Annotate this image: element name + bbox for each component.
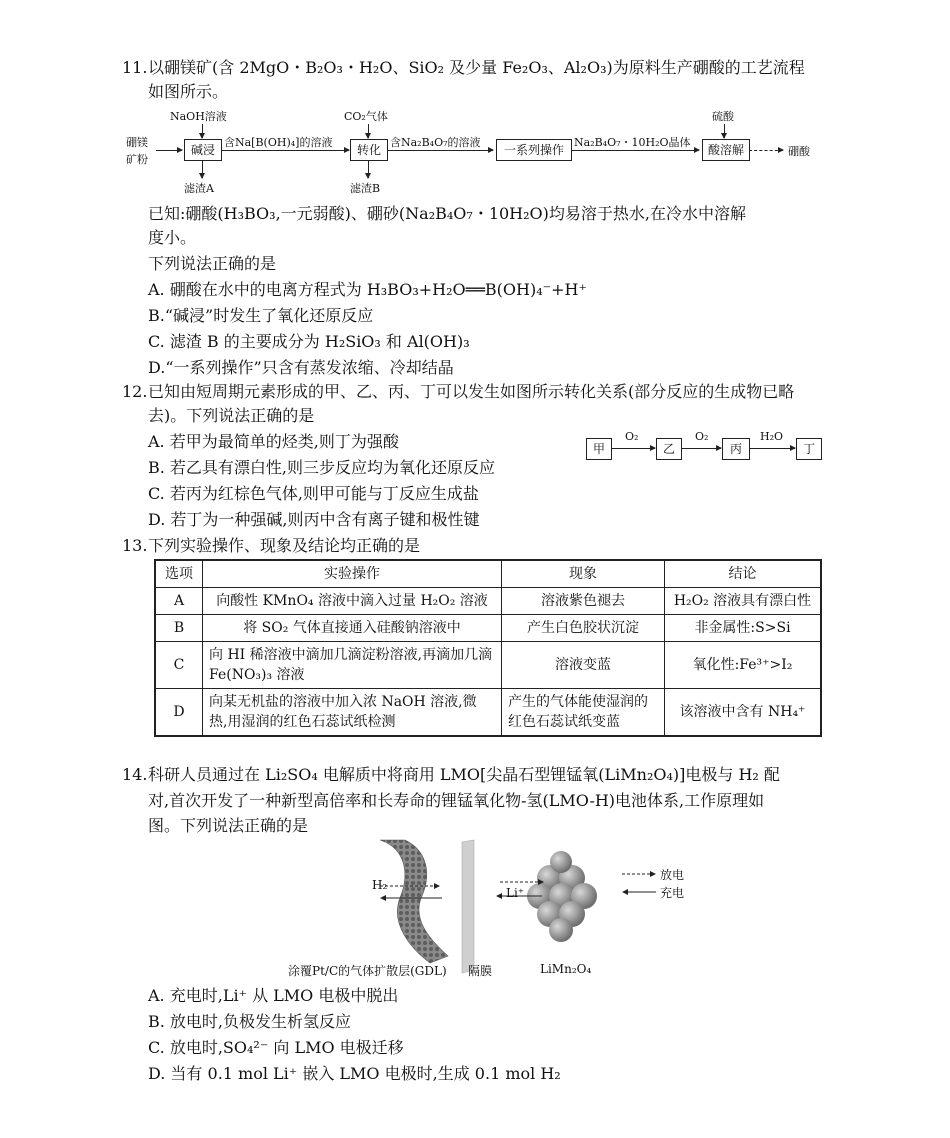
chain-node-b: 乙 <box>656 438 682 460</box>
flow-residue-a: 滤渣A <box>184 182 214 195</box>
header-option: 选项 <box>155 560 203 588</box>
q11-stem-line1: 以硼镁矿(含 2MgO・B₂O₃・H₂O、SiO₂ 及少量 Fe₂O₃、Al₂O₃)为原料生产硼酸的工艺流程 <box>148 58 805 77</box>
table-row <box>155 588 821 615</box>
cell-option: D <box>155 689 203 737</box>
q14-option-d: D. 当有 0.1 mol Li⁺ 嵌入 LMO 电极时,生成 0.1 mol H₂ <box>148 1064 561 1083</box>
flow-arrow-2 <box>387 150 493 151</box>
q14-stem-line1: 科研人员通过在 Li₂SO₄ 电解质中将商用 LMO[尖晶石型锂锰氧(LiMn₂O₄)]电极与 H₂ 配 <box>148 765 780 784</box>
flow-residue-b: 滤渣B <box>350 182 381 195</box>
q12-stem-line2: 去)。下列说法正确的是 <box>148 406 315 425</box>
caption-lmo: LiMn₂O₄ <box>540 962 592 976</box>
q11-option-c: C. 滤渣 B 的主要成分为 H₂SiO₃ 和 Al(OH)₃ <box>148 332 470 351</box>
flow-box-series: 一系列操作 <box>496 139 572 161</box>
battery-diagram <box>350 838 680 978</box>
cell-phenomenon: 产生的气体能使湿润的红色石蕊试纸变蓝 <box>502 689 665 737</box>
header-conclusion: 结论 <box>665 560 822 588</box>
flow-arrow-residue-a <box>202 160 203 178</box>
q12-option-a: A. 若甲为最简单的烃类,则丁为强酸 <box>148 432 399 451</box>
flow-arrow-out <box>749 150 783 151</box>
q11-known-line2: 度小。 <box>148 228 197 247</box>
legend-discharge: 放电 <box>660 868 685 882</box>
flow-arrow-naoh <box>202 124 203 138</box>
flow-product: 硼酸 <box>788 145 810 158</box>
table-header-row <box>155 560 821 588</box>
cell-operation: 向酸性 KMnO₄ 溶液中滴入过量 H₂O₂ 溶液 <box>203 588 502 615</box>
legend-arrows <box>620 866 660 898</box>
flow-reagent-naoh: NaOH溶液 <box>170 110 227 123</box>
cell-phenomenon: 溶液紫色褪去 <box>502 588 665 615</box>
flow-reagent-co2: CO₂气体 <box>344 110 388 123</box>
flow-arrow-1 <box>221 150 349 151</box>
table-row <box>155 689 821 737</box>
chain-arrow3-label: H₂O <box>760 430 784 443</box>
caption-gdl: 涂覆Pt/C的气体扩散层(GDL) <box>288 964 447 978</box>
gdl-electrode <box>380 840 448 963</box>
q14-option-c: C. 放电时,SO₄²⁻ 向 LMO 电极迁移 <box>148 1038 404 1057</box>
table-row <box>155 642 821 689</box>
q11-option-a: A. 硼酸在水中的电离方程式为 H₃BO₃+H₂O══B(OH)₄⁻+H⁺ <box>148 280 587 299</box>
fig-li-label: Li⁺ <box>506 886 525 900</box>
legend-charge: 充电 <box>660 886 685 900</box>
q13-stem: 下列实验操作、现象及结论均正确的是 <box>148 536 421 555</box>
fig-h2-label: H₂ <box>372 878 388 892</box>
cell-conclusion: 非金属性:S>Si <box>665 615 822 642</box>
cell-operation: 向 HI 稀溶液中滴加几滴淀粉溶液,再滴加几滴 Fe(NO₃)₃ 溶液 <box>203 642 502 689</box>
q14-option-a: A. 充电时,Li⁺ 从 LMO 电极中脱出 <box>148 986 399 1005</box>
cell-conclusion: 该溶液中含有 NH₄⁺ <box>665 689 822 737</box>
cell-option: B <box>155 615 203 642</box>
q11-option-b: B.“碱浸”时发生了氧化还原反应 <box>148 306 374 325</box>
flow-arrow-3 <box>571 150 699 151</box>
chain-arrow2-label: O₂ <box>695 430 709 443</box>
q14-number: 14. <box>122 765 148 784</box>
chain-node-d: 丁 <box>796 438 822 460</box>
flow-raw-material-1: 硼镁 <box>126 136 148 149</box>
q11-known-line1: 已知:硼酸(H₃BO₃,一元弱酸)、硼砂(Na₂B₄O₇・10H₂O)均易溶于热水,在冷水中溶解 <box>148 204 746 223</box>
header-phenomenon: 现象 <box>502 560 665 588</box>
cell-operation: 向某无机盐的溶液中加入浓 NaOH 溶液,微热,用湿润的红色石蕊试纸检测 <box>203 689 502 737</box>
table-row <box>155 615 821 642</box>
header-operation: 实验操作 <box>203 560 502 588</box>
flow-arrow-residue-b <box>368 160 369 178</box>
q14-stem-line2: 对,首次开发了一种新型高倍率和长寿命的锂锰氧化物-氢(LMO-H)电池体系,工作原理如 <box>148 791 765 810</box>
cell-operation: 将 SO₂ 气体直接通入硅酸钠溶液中 <box>203 615 502 642</box>
q13-table <box>154 559 822 737</box>
chain-arrow1-label: O₂ <box>625 430 639 443</box>
flow-arrow-acid <box>724 124 725 138</box>
flow-box-acid: 酸溶解 <box>702 139 750 161</box>
flow-stream-1: 含Na[B(OH)₄]的溶液 <box>224 136 333 149</box>
chain-node-c: 丙 <box>722 438 750 460</box>
cell-option: C <box>155 642 203 689</box>
chain-arrow2 <box>681 448 721 449</box>
cell-phenomenon: 溶液变蓝 <box>502 642 665 689</box>
chain-arrow1 <box>611 448 655 449</box>
flow-raw-material-2: 矿粉 <box>126 153 148 166</box>
q11-prompt: 下列说法正确的是 <box>148 254 277 273</box>
flow-arrow-co2 <box>368 124 369 138</box>
chain-arrow3 <box>749 448 795 449</box>
q12-number: 12. <box>122 382 148 401</box>
caption-membrane: 隔膜 <box>468 964 493 978</box>
flow-arrow-in <box>156 150 182 151</box>
chain-node-a: 甲 <box>586 438 612 460</box>
q12-stem-line1: 已知由短周期元素形成的甲、乙、丙、丁可以发生如图所示转化关系(部分反应的生成物已略 <box>148 382 795 401</box>
q12-option-c: C. 若丙为红棕色气体,则甲可能与丁反应生成盐 <box>148 484 479 503</box>
q12-option-b: B. 若乙具有漂白性,则三步反应均为氧化还原反应 <box>148 458 496 477</box>
flow-reagent-acid: 硫酸 <box>712 110 734 123</box>
q11-option-d: D.“一系列操作”只含有蒸发浓缩、冷却结晶 <box>148 358 454 377</box>
membrane <box>462 840 474 973</box>
cell-phenomenon: 产生白色胶状沉淀 <box>502 615 665 642</box>
cell-option: A <box>155 588 203 615</box>
flow-stream-3: Na₂B₄O₇・10H₂O晶体 <box>574 136 691 149</box>
q14-option-b: B. 放电时,负极发生析氢反应 <box>148 1012 352 1031</box>
flow-box-convert: 转化 <box>350 139 388 161</box>
flow-stream-2: 含Na₂B₄O₇的溶液 <box>390 136 481 149</box>
q12-option-d: D. 若丁为一种强碱,则丙中含有离子键和极性键 <box>148 510 480 529</box>
q14-stem-line3: 图。下列说法正确的是 <box>148 816 309 835</box>
cell-conclusion: 氧化性:Fe³⁺>I₂ <box>665 642 822 689</box>
q11-number: 11. <box>122 58 148 77</box>
q13-number: 13. <box>122 536 148 555</box>
q11-stem-line2: 如图所示。 <box>148 82 229 101</box>
cell-conclusion: H₂O₂ 溶液具有漂白性 <box>665 588 822 615</box>
flow-box-alkali: 碱浸 <box>184 139 222 161</box>
